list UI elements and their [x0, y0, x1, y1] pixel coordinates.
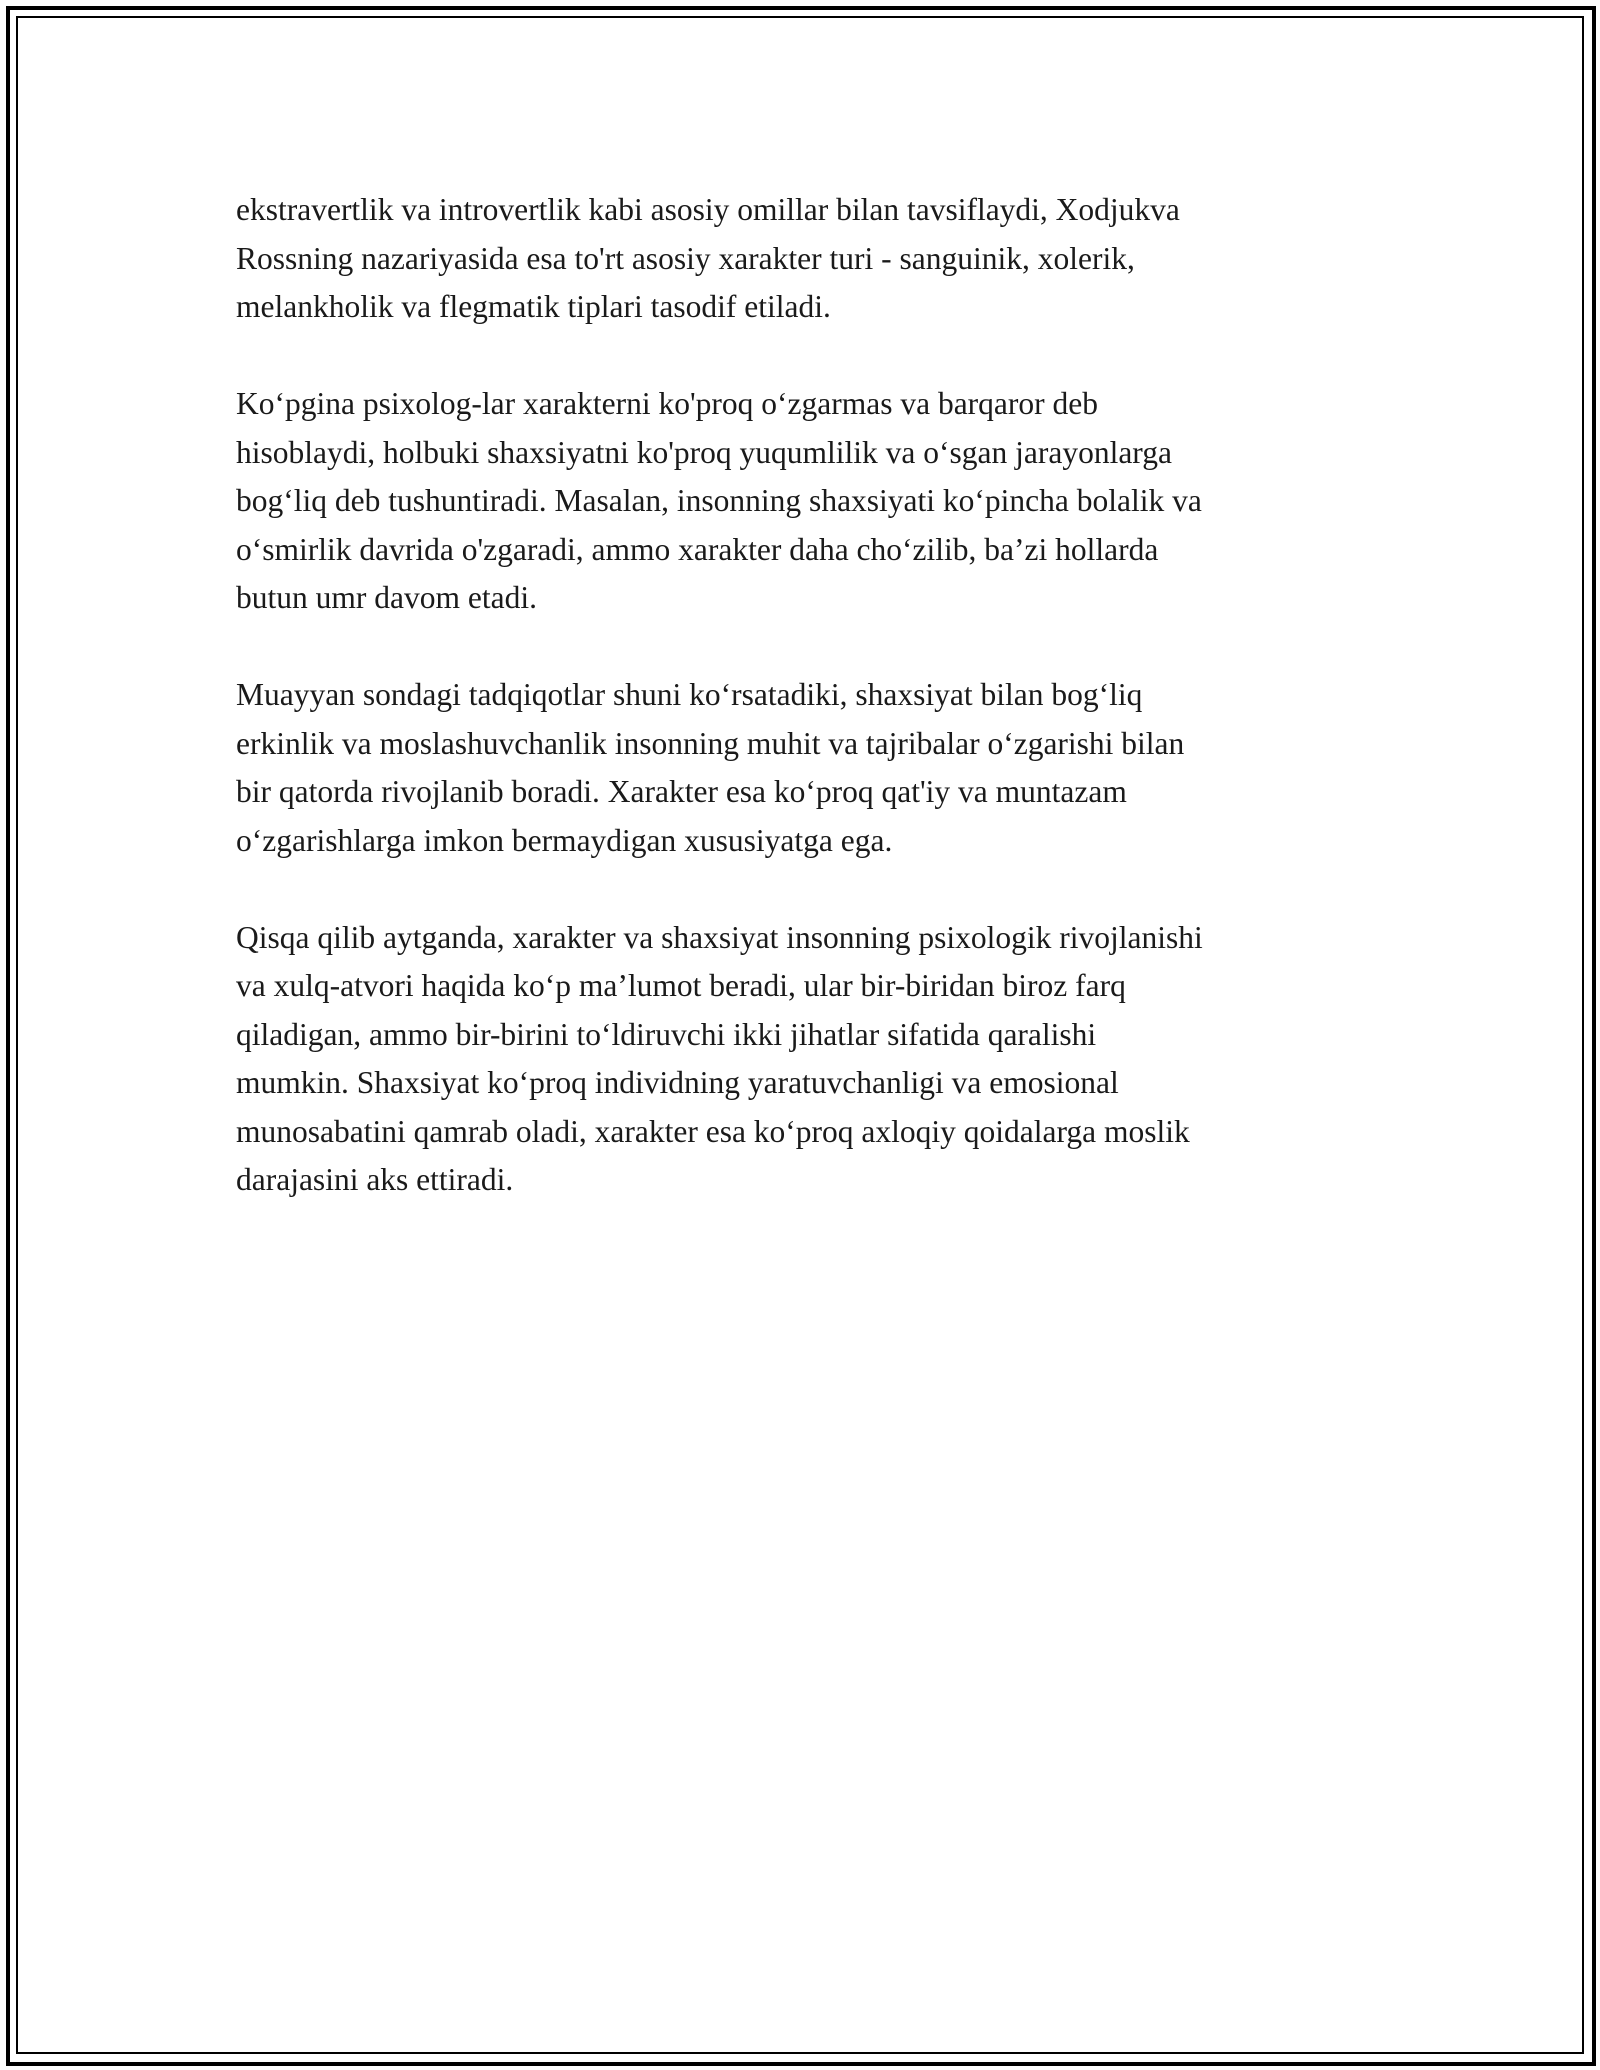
document-body — [236, 186, 1386, 1205]
paragraph-character-stability: Ko‘pgina psixolog-lar xarakterni ko'proq o‘zgarmas va barqaror deb hisoblaydi, holbuki shaxsiyatni ko'proq yuqumlilik va o‘sgan jarayonlarga bog‘liq deb tushuntiradi. Masalan, insonning shaxsiyati ko‘pincha bolalik va o‘smirlik davrida o'zgaradi, ammo xarakter daha cho‘zilib, ba’zi hollarda butun umr davom etadi. — [236, 386, 1202, 615]
paragraph-research-findings: Muayyan sondagi tadqiqotlar shuni ko‘rsatadiki, shaxsiyat bilan bog‘liq erkinlik va moslashuvchanlik insonning muhit va tajribalar o‘zgarishi bilan bir qatorda rivojlanib boradi. Xarakter esa ko‘proq qat'iy va muntazam o‘zgarishlarga imkon bermaydigan xususiyatga ega. — [236, 677, 1185, 858]
paragraph-personality-factors: ekstravertlik va introvertlik kabi asosiy omillar bilan tavsiflaydi, Xodjukva Rossning nazariyasida esa to'rt asosiy xarakter turi - sanguinik, xolerik, melankholik va flegmatik tiplari tasodif etiladi. — [236, 192, 1180, 324]
paragraph-conclusion: Qisqa qilib aytganda, xarakter va shaxsiyat insonning psixologik rivojlanishi va xulq-atvori haqida ko‘p ma’lumot beradi, ular bir-biridan biroz farq qiladigan, ammo bir-birini to‘ldiruvchi ikki jihatlar sifatida qaralishi mumkin. Shaxsiyat ko‘proq individning yaratuvchanligi va emosional munosabatini qamrab oladi, xarakter esa ko‘proq axloqiy qoidalarga moslik darajasini aks ettiradi. — [236, 919, 1203, 1197]
